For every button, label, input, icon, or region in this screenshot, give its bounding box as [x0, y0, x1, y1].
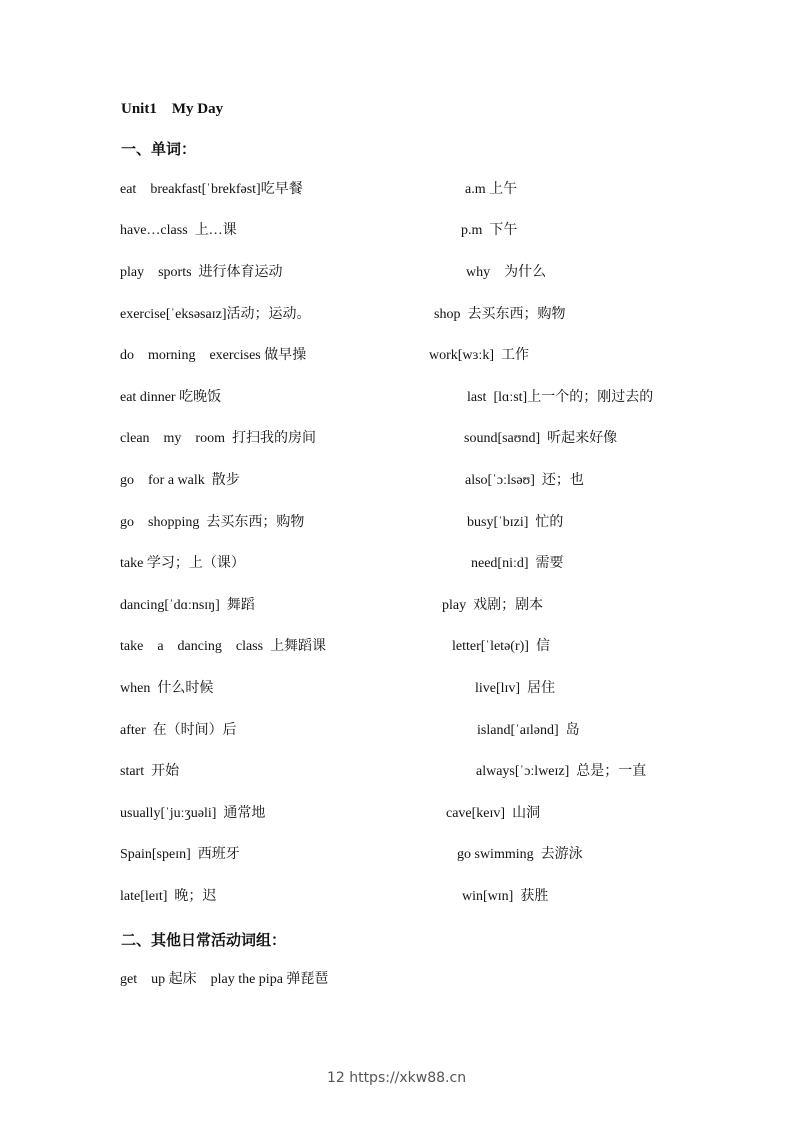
vocab-row [0, 762, 793, 786]
vocab-row [0, 679, 793, 703]
vocab-row [0, 305, 793, 329]
vocab-entry-right: win[wɪn] 获胜 [462, 889, 549, 904]
vocab-row [0, 388, 793, 412]
section-heading-vocabulary: 一、单词： [121, 140, 197, 158]
vocab-row [0, 180, 793, 204]
vocab-entry-left: eat breakfast[ˈbrekfəst]吃早餐 [120, 182, 303, 197]
vocab-entry-right: go swimming 去游泳 [457, 847, 583, 862]
vocab-entry-left: after 在（时间）后 [120, 723, 237, 738]
vocab-row [0, 263, 793, 287]
vocab-entry-right: sound[saʊnd] 听起来好像 [464, 431, 618, 446]
vocab-entry-left: exercise[ˈeksəsaɪz]活动；运动。 [120, 307, 311, 322]
vocab-row [0, 429, 793, 453]
section-heading-phrases: 二、其他日常活动词组： [121, 931, 287, 949]
vocab-entry-right: island[ˈaɪlənd] 岛 [477, 723, 580, 738]
vocab-row [0, 887, 793, 911]
vocab-entry-right: play 戏剧；剧本 [442, 598, 544, 613]
vocab-entry-left: take a dancing class 上舞蹈课 [120, 639, 327, 654]
unit-title: Unit1 My Day [121, 101, 224, 117]
vocab-entry-left: eat dinner 吃晚饭 [120, 390, 222, 405]
vocab-row [0, 804, 793, 828]
vocab-row [0, 845, 793, 869]
vocab-row [0, 637, 793, 661]
vocab-entry-left: have…class 上…课 [120, 223, 237, 238]
vocab-entry-left: late[leɪt] 晚；迟 [120, 889, 217, 904]
vocab-entry-right: shop 去买东西；购物 [434, 307, 566, 322]
vocab-entry-left: play sports 进行体育运动 [120, 265, 283, 280]
vocab-entry-right: work[wɜːk] 工作 [429, 348, 529, 363]
vocab-row [0, 596, 793, 620]
vocab-entry-right: cave[keɪv] 山洞 [446, 806, 541, 821]
vocab-entry-left: start 开始 [120, 764, 180, 779]
vocab-entry-left: go for a walk 散步 [120, 473, 240, 488]
vocab-entry-right: p.m 下午 [461, 223, 518, 238]
vocab-entry-right: always[ˈɔːlweɪz] 总是；一直 [476, 764, 647, 779]
vocab-entry-right: also[ˈɔːlsəʊ] 还；也 [465, 473, 584, 488]
vocab-entry-left: Spain[speɪn] 西班牙 [120, 847, 240, 862]
vocab-row [0, 721, 793, 745]
vocab-row [0, 221, 793, 245]
vocab-row [0, 471, 793, 495]
phrase-line: get up 起床 play the pipa 弹琵琶 [120, 972, 329, 987]
vocab-row [0, 554, 793, 578]
vocab-entry-left: clean my room 打扫我的房间 [120, 431, 316, 446]
vocab-entry-right: a.m 上午 [465, 182, 518, 197]
vocab-entry-left: go shopping 去买东西；购物 [120, 515, 305, 530]
vocab-entry-left: when 什么时候 [120, 681, 214, 696]
vocab-row [0, 513, 793, 537]
vocab-entry-left: usually[ˈjuːʒuəli] 通常地 [120, 806, 266, 821]
vocab-entry-right: busy[ˈbɪzi] 忙的 [467, 515, 564, 530]
vocab-entry-right: why 为什么 [466, 265, 547, 280]
page-footer: 12 https://xkw88.cn [326, 1070, 467, 1086]
vocab-entry-right: letter[ˈletə(r)] 信 [452, 639, 550, 654]
vocab-entry-left: do morning exercises 做早操 [120, 348, 307, 363]
vocab-entry-left: dancing[ˈdɑːnsɪŋ] 舞蹈 [120, 598, 255, 613]
vocab-entry-right: live[lɪv] 居住 [475, 681, 556, 696]
vocab-entry-right: last [lɑːst]上一个的；刚过去的 [467, 390, 654, 405]
vocab-entry-left: take 学习；上（课） [120, 556, 245, 571]
vocab-row [0, 346, 793, 370]
vocab-entry-right: need[niːd] 需要 [471, 556, 564, 571]
